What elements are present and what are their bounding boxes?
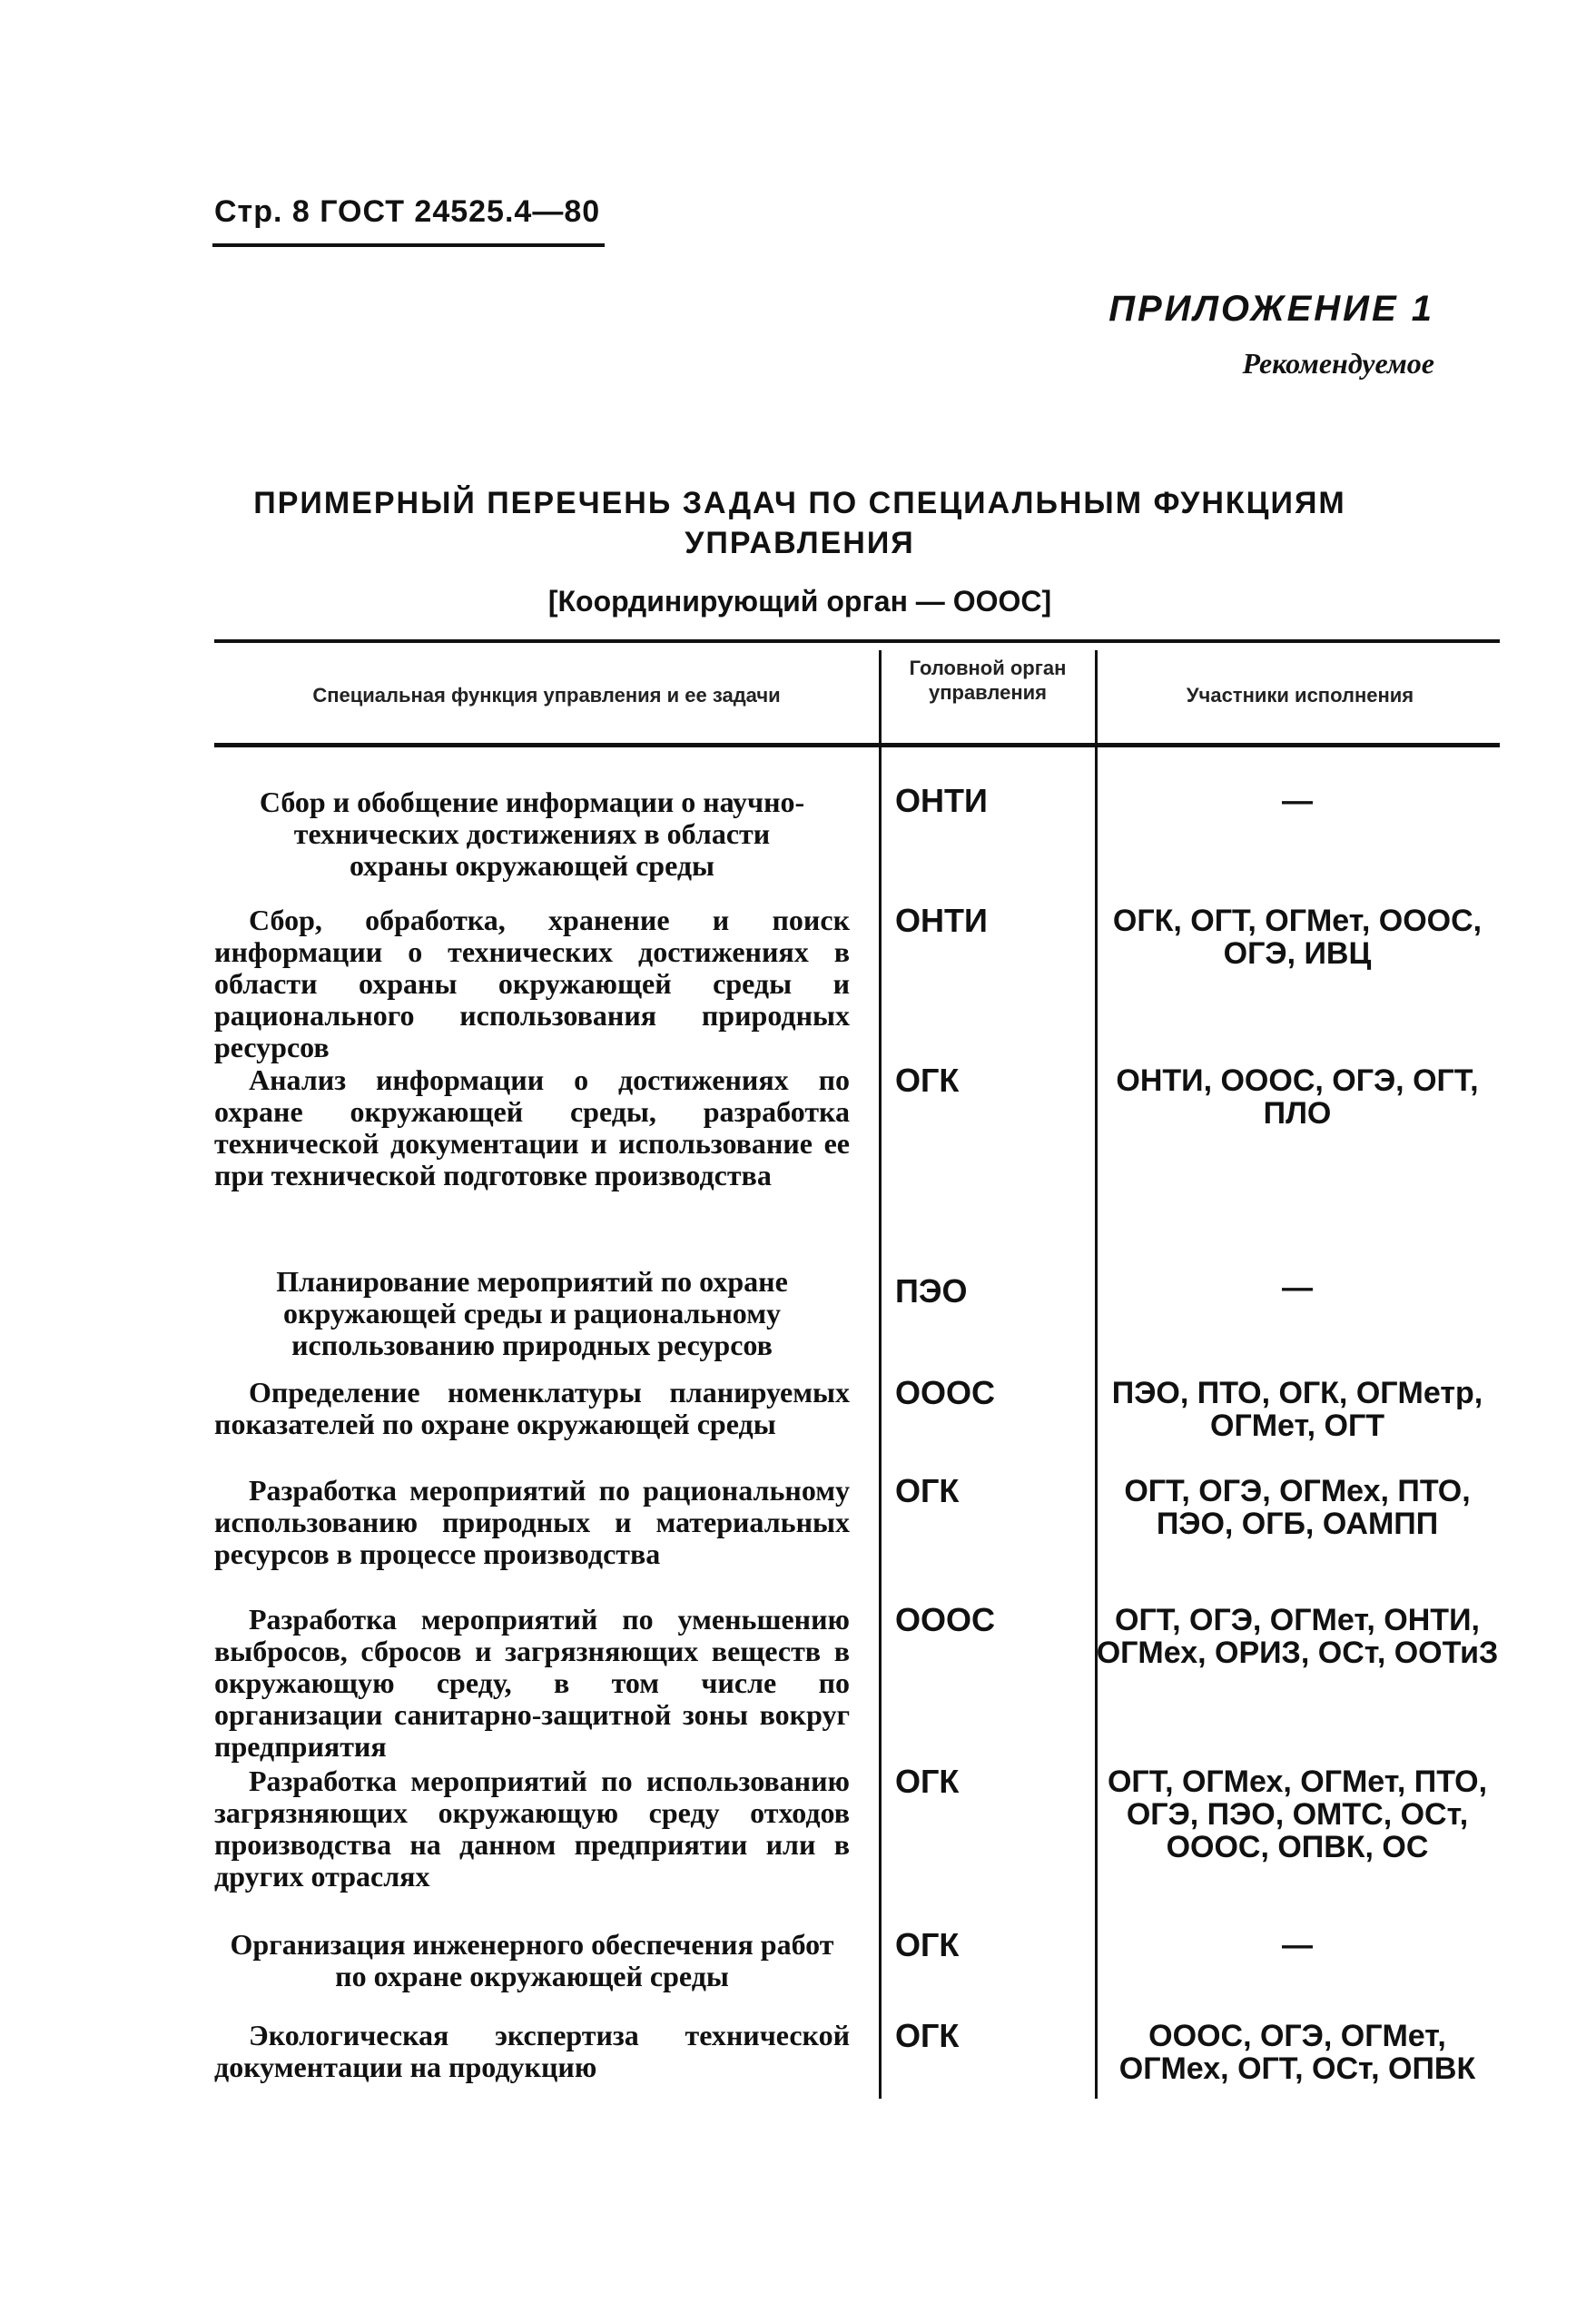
table-row-function: Разработка мероприятий по рациональному использованию природных и материальных ресурсов в процессе производства [214, 1474, 850, 1570]
table-row-function: Экологическая экспертиза технической документации на продукцию [214, 2019, 850, 2083]
table-row-function: Разработка мероприятий по использованию загрязняющих окружающую среду отходов производства на данном предприятии или в других отраслях [214, 1764, 850, 1893]
page-header: Стр. 8 ГОСТ 24525.4—80 [214, 194, 601, 229]
table-row-function: Планирование мероприятий по охране окружающей среды и рациональному использованию природных ресурсов [276, 1265, 788, 1361]
table-row-function: Организация инженерного обеспечения работ по охране окружающей среды [230, 1928, 834, 1992]
table-row-lead: ОНТИ [895, 902, 988, 939]
table-row-function: Разработка мероприятий по уменьшению выбросов, сбросов и загрязняющих веществ в окружающую среду, в том числе по организации санитарно-защитной зоны вокруг предприятия [214, 1603, 850, 1763]
table-row-lead: ОГК [895, 1763, 960, 1800]
table-row-participants: — [1282, 1928, 1313, 1962]
table-row-lead: ПЭО [895, 1272, 968, 1310]
table-row-participants: ОГТ, ОГМех, ОГМет, ПТО, ОГЭ, ПЭО, ОМТС, ОСт, ОООС, ОПВК, ОС [1107, 1764, 1488, 1864]
header-function: Специальная функция управления и ее задачи [312, 684, 781, 707]
table-row-participants: ОГТ, ОГЭ, ОГМех, ПТО, ПЭО, ОГБ, ОАМПП [1124, 1474, 1471, 1541]
coordinating-body: [Координирующий орган — ОООС] [547, 585, 1052, 618]
column-divider-2 [1095, 650, 1098, 2099]
table-row-participants: — [1282, 1270, 1313, 1305]
table-row-lead: ОГК [895, 1926, 960, 1963]
table-row-participants: — [1282, 784, 1313, 818]
document-title [214, 483, 1385, 563]
table-row-function: Сбор и обобщение информации о научно-технических достижениях в области охраны окружающей среды [259, 786, 805, 882]
table-row-function: Анализ информации о достижениях по охране окружающей среды, разработка технической документации и использование ее при технической подготовке производства [214, 1063, 850, 1191]
document-title-line1: ПРИМЕРНЫЙ ПЕРЕЧЕНЬ ЗАДАЧ ПО СПЕЦИАЛЬНЫМ ФУНКЦИЯМ [253, 486, 1346, 520]
table-top-rule [214, 639, 1500, 643]
table-row-participants: ОООС, ОГЭ, ОГМет, ОГМех, ОГТ, ОСт, ОПВК [1118, 2019, 1476, 2086]
table-row-lead: ОГК [895, 1472, 960, 1509]
table-row-participants: ОГК, ОГТ, ОГМет, ОООС, ОГЭ, ИВЦ [1112, 904, 1483, 971]
header-lead-body: Головной орган управления [909, 657, 1067, 704]
header-participants: Участники исполнения [1186, 684, 1414, 707]
table-header-rule [214, 743, 1500, 747]
document-title-line2: УПРАВЛЕНИЯ [685, 526, 915, 560]
table-row-lead: ОГК [895, 2017, 960, 2054]
table-row-function: Сбор, обработка, хранение и поиск информации о технических достижениях в области охраны окружающей среды и рационального использования природных ресурсов [214, 904, 850, 1063]
table-row-lead: ОНТИ [895, 782, 988, 819]
table-row-lead: ОООС [895, 1601, 996, 1638]
table-row-function: Определение номенклатуры планируемых показателей по охране окружающей среды [214, 1376, 850, 1440]
table-row-lead: ОООС [895, 1374, 996, 1411]
column-divider-1 [879, 650, 882, 2099]
task-table [214, 639, 1500, 2129]
appendix-title: ПРИЛОЖЕНИЕ 1 [1108, 289, 1434, 329]
table-row-participants: ОНТИ, ОООС, ОГЭ, ОГТ, ПЛО [1116, 1063, 1479, 1131]
header-rule [212, 243, 605, 247]
table-row-participants: ПЭО, ПТО, ОГК, ОГМетр, ОГМет, ОГТ [1111, 1376, 1483, 1443]
table-row-lead: ОГК [895, 1062, 960, 1099]
appendix-subtitle: Рекомендуемое [1242, 347, 1434, 380]
table-row-participants: ОГТ, ОГЭ, ОГМет, ОНТИ, ОГМех, ОРИЗ, ОСт, ООТиЗ [1096, 1603, 1499, 1670]
